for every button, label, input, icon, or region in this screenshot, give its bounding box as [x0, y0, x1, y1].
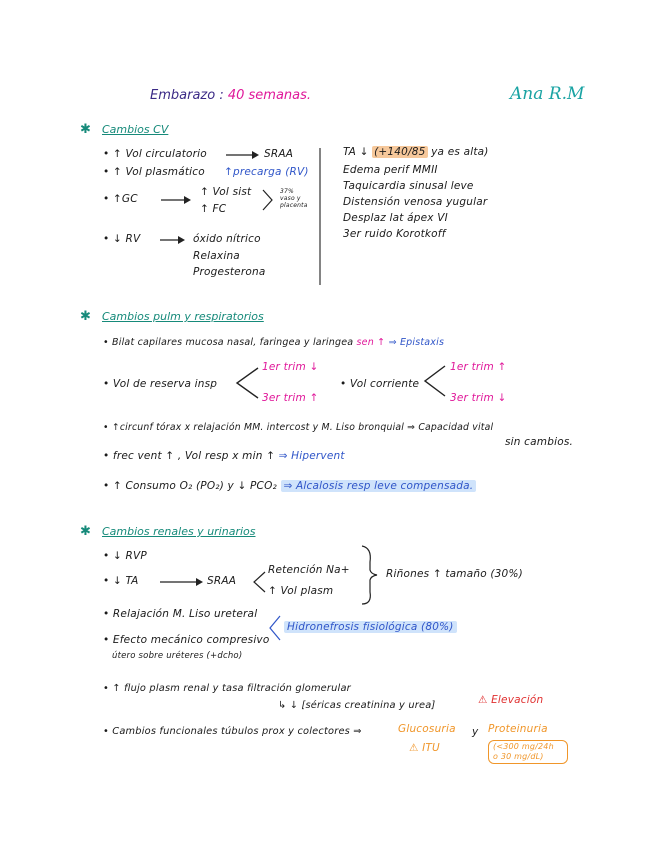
renal-row5b: ↳ ↓ [séricas creatinina y urea] [278, 700, 436, 711]
pulm-row4-text: • frec vent ↑ , Vol resp x min ↑ [103, 450, 276, 462]
ta-suffix: ya es alta) [431, 146, 489, 158]
cv-right-item4: Desplaz lat ápex VI [343, 212, 448, 224]
renal-row3: • Relajación M. Liso ureteral [103, 608, 258, 620]
pulm-row4-blue: ⇒ Hipervent [278, 450, 345, 462]
renal-row5: • ↑ flujo plasm renal y tasa filtración glomerular [103, 683, 351, 694]
title-text: Embarazo : [150, 88, 224, 103]
weeks-text: 40 semanas. [227, 88, 312, 103]
pulm-vc-t1: 1er trim ↑ [450, 361, 507, 373]
cv-row4-item1: óxido nítrico [193, 233, 261, 245]
renal-row4-blue: Hidronefrosis fisiológica (80%) [284, 621, 457, 633]
renal-row4b: útero sobre uréteres (+dcho) [112, 651, 243, 661]
section-title: Cambios pulm y respiratorios [102, 310, 264, 323]
pulm-vc-t3: 3er trim ↓ [450, 392, 507, 404]
ta-prefix: TA ↓ [343, 146, 369, 158]
author-signature: Ana R.M [510, 84, 585, 104]
cv-row4-item3: Progesterona [193, 266, 266, 278]
renal-row6-a: Glucosuria [398, 723, 456, 735]
section-title: Cambios renales y urinarios [102, 525, 256, 538]
cv-row1-right: SRAA [264, 148, 294, 160]
cv-row2-right: ↑precarga (RV) [224, 166, 309, 178]
pulm-row4 [103, 450, 345, 462]
cv-row3-mid1: ↑ Vol sist [200, 186, 252, 198]
renal-row4a: • Efecto mecánico compresivo [103, 634, 270, 646]
cv-ta-line [343, 146, 489, 158]
star-icon: ✱ [80, 122, 91, 137]
renal-row6-box1: (<300 mg/24h [493, 742, 554, 751]
cv-right-item2: Taquicardia sinusal leve [343, 180, 474, 192]
renal-row6-box [488, 740, 568, 764]
cv-row1-left: • ↑ Vol circulatorio [103, 148, 207, 160]
renal-row1: • ↓ RVP [103, 550, 147, 562]
renal-row2-mid: SRAA [207, 575, 237, 587]
renal-row6-box2: o 30 mg/dL) [493, 752, 544, 761]
star-icon: ✱ [80, 524, 91, 539]
pulm-row5-text: • ↑ Consumo O₂ (PO₂) y ↓ PCO₂ [103, 480, 277, 492]
cv-row4-left: • ↓ RV [103, 233, 141, 245]
section-renal-heading [80, 520, 256, 539]
renal-row2-b: ↑ Vol plasm [268, 585, 334, 597]
pulm-row3b: sin cambios. [505, 436, 574, 448]
cv-right-item1: Edema perif MMII [343, 164, 438, 176]
section-title: Cambios CV [102, 123, 169, 136]
renal-row6-b: Proteinuria [488, 723, 548, 735]
cv-right-item3: Distensión venosa yugular [343, 196, 488, 208]
pulm-vri-t1: 1er trim ↓ [262, 361, 319, 373]
pulm-row1-blue: ⇒ Epistaxis [388, 337, 445, 348]
pulm-row1-pink: sen ↑ [356, 337, 386, 348]
renal-row2-a: Retención Na+ [268, 564, 350, 576]
renal-row2-left: • ↓ TA [103, 575, 139, 587]
cv-row2-left: • ↑ Vol plasmático [103, 166, 205, 178]
section-pulm-heading [80, 305, 264, 324]
renal-row5-red: ⚠ Elevación [478, 694, 544, 706]
pulm-row5 [103, 480, 476, 492]
pulm-row3: • ↑circunf tórax x relajación MM. intercost y M. Liso bronquial ⇒ Capacidad vital [103, 422, 494, 433]
ta-value: (+140/85 [374, 146, 426, 158]
renal-row6: • Cambios funcionales túbulos prox y colectores ⇒ [103, 726, 362, 737]
renal-row2-right: Riñones ↑ tamaño (30%) [386, 568, 523, 580]
cv-row3-mid2: ↑ FC [200, 203, 227, 215]
cv-row4-item2: Relaxina [193, 250, 240, 262]
renal-row6-itu-text: ⚠ ITU [409, 742, 440, 754]
cv-right-item5: 3er ruido Korotkoff [343, 228, 446, 240]
cv-row3-note: 37% vaso y placenta [280, 188, 308, 209]
star-icon: ✱ [80, 309, 91, 324]
pulm-row1 [103, 337, 444, 348]
pulm-vri-t3: 3er trim ↑ [262, 392, 319, 404]
renal-row6-y: y [472, 726, 479, 738]
renal-row6-itu [409, 742, 440, 754]
pulm-row5-blue: ⇒ Alcalosis resp leve compensada. [281, 480, 477, 492]
cv-row3-left: • ↑GC [103, 193, 138, 205]
pulm-vri-label: • Vol de reserva insp [103, 378, 218, 390]
pulm-row1-text: • Bilat capilares mucosa nasal, faringea y laringea [103, 337, 354, 348]
section-cv-heading [80, 118, 168, 137]
page-title [150, 88, 311, 103]
pulm-vc-label: • Vol corriente [340, 378, 420, 390]
